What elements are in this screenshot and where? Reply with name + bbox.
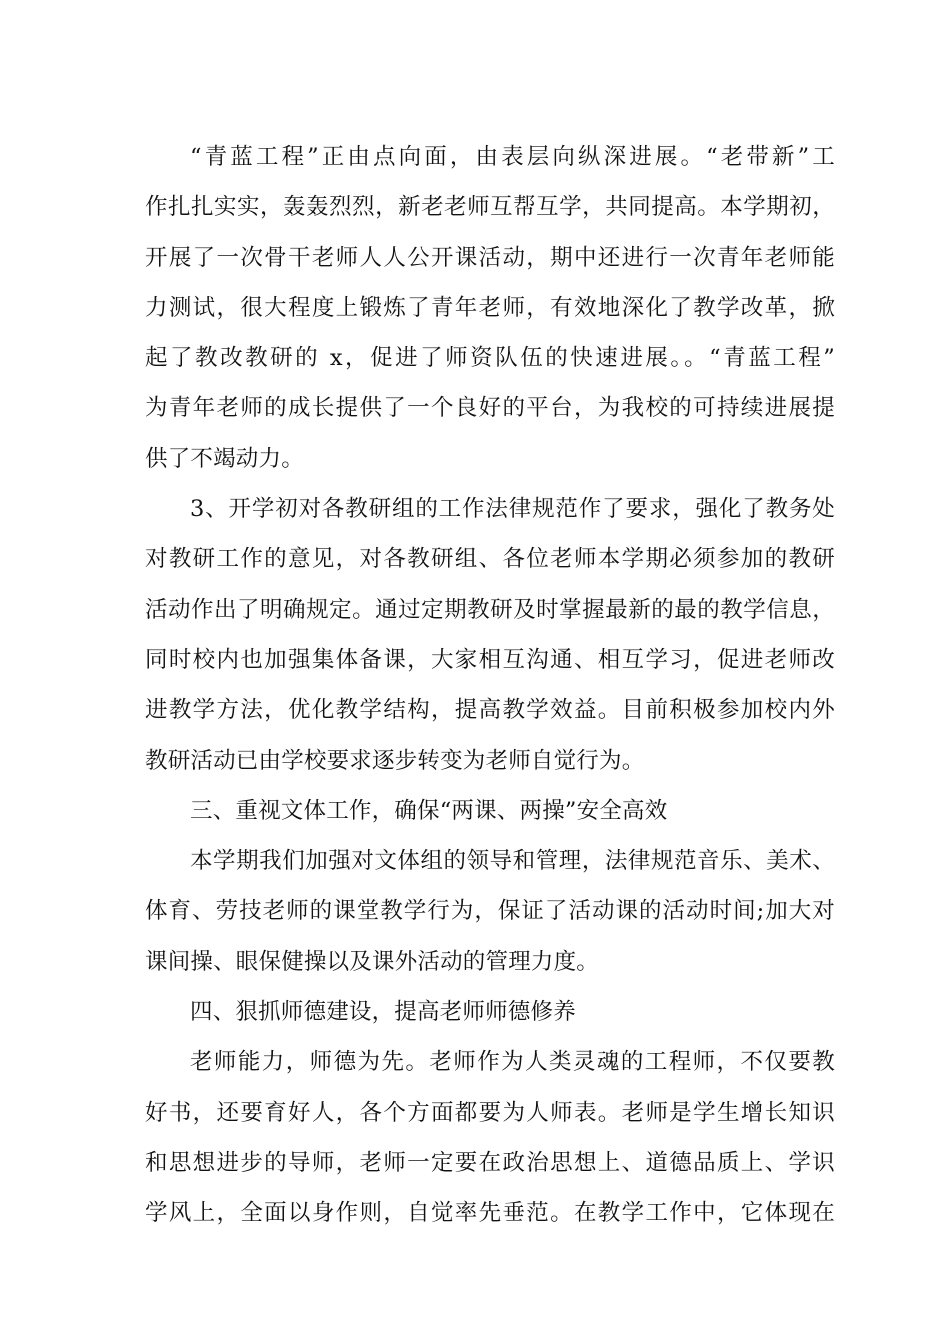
text-line: 老师能力，师德为先。老师作为人类灵魂的工程师，不仅要教: [190, 1049, 835, 1076]
text-line: 学风上，全面以身作则，自觉率先垂范。在教学工作中，它体现在: [145, 1200, 835, 1227]
text-line: 教研活动已由学校要求逐步转变为老师自觉行为。: [145, 747, 645, 774]
text-line: 对教研工作的意见，对各教研组、各位老师本学期必须参加的教研: [145, 546, 835, 573]
text-line: 进教学方法，优化教学结构，提高教学效益。目前积极参加校内外: [145, 697, 835, 724]
text-line: 供了不竭动力。: [145, 445, 304, 472]
text-line: 作扎扎实实，轰轰烈烈，新老老师互帮互学，共同提高。本学期初，: [145, 194, 835, 221]
text-line: 和思想进步的导师，老师一定要在政治思想上、道德品质上、学识: [145, 1149, 835, 1176]
text-line: 同时校内也加强集体备课，大家相互沟通、相互学习，促进老师改: [145, 646, 835, 673]
text-line: 3、开学初对各教研组的工作法律规范作了要求，强化了教务处: [190, 496, 835, 523]
text-line: 为青年老师的成长提供了一个良好的平台，为我校的可持续进展提: [145, 395, 835, 422]
text-line: 三、重视文体工作，确保“两课、两操”安全高效: [190, 797, 668, 824]
text-line: “青蓝工程”正由点向面，由表层向纵深进展。“老带新”工: [190, 144, 835, 170]
text-line: 体育、劳技老师的课堂教学行为，保证了活动课的活动时间;加大对: [145, 898, 835, 925]
text-line: 起了教改教研的 x，促进了师资队伍的快速进展。。“青蓝工程”: [145, 345, 835, 372]
text-line: 课间操、眼保健操以及课外活动的管理力度。: [145, 948, 600, 975]
text-line: 本学期我们加强对文体组的领导和管理，法律规范音乐、美术、: [190, 848, 835, 875]
text-line: 四、狠抓师德建设，提高老师师德修养: [190, 999, 576, 1026]
text-line: 活动作出了明确规定。通过定期教研及时掌握最新的最的教学信息，: [145, 596, 835, 623]
document-body: [145, 132, 835, 1239]
text-line: 开展了一次骨干老师人人公开课活动，期中还进行一次青年老师能: [145, 244, 835, 271]
text-line: 好书，还要育好人，各个方面都要为人师表。老师是学生增长知识: [145, 1099, 835, 1126]
text-line: 力测试，很大程度上锻炼了青年老师，有效地深化了教学改革，掀: [145, 294, 835, 321]
